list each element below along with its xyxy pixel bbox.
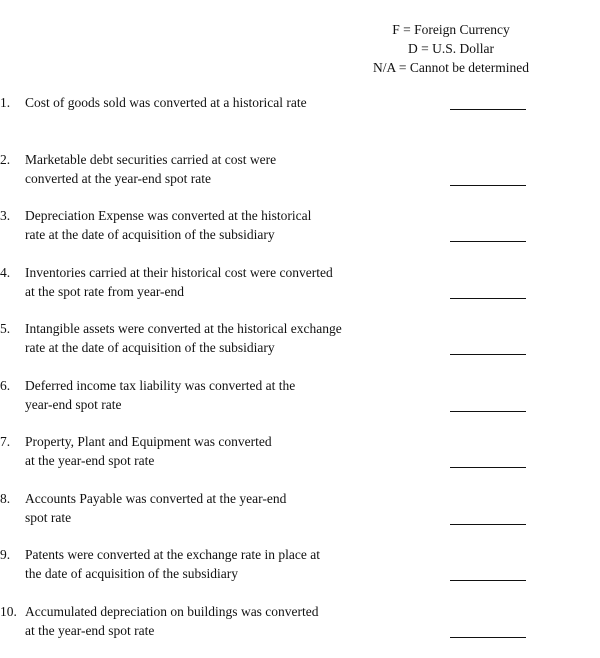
answer-blank[interactable] xyxy=(450,241,526,242)
question-text xyxy=(25,319,395,357)
question-number: 1. xyxy=(0,93,10,112)
question-number: 8. xyxy=(0,489,10,508)
question-text xyxy=(25,150,395,188)
question-line: Inventories carried at their historical cost were converted xyxy=(25,263,395,282)
question-number: 4. xyxy=(0,263,10,282)
question-line: at the year-end spot rate xyxy=(25,451,395,470)
question-number: 2. xyxy=(0,150,10,169)
currency-legend xyxy=(340,20,562,77)
question-number: 7. xyxy=(0,432,10,451)
question-number: 9. xyxy=(0,545,10,564)
question-line: rate at the date of acquisition of the subsidiary xyxy=(25,338,395,357)
answer-blank[interactable] xyxy=(450,411,526,412)
answer-blank[interactable] xyxy=(450,185,526,186)
question-line: converted at the year-end spot rate xyxy=(25,169,395,188)
question-line: Depreciation Expense was converted at the historical xyxy=(25,206,395,225)
question-text xyxy=(25,432,395,470)
legend-us-dollar: D = U.S. Dollar xyxy=(340,39,562,58)
question-2 xyxy=(0,150,600,207)
question-line: Accumulated depreciation on buildings was converted xyxy=(25,602,395,621)
question-number: 3. xyxy=(0,206,10,225)
question-text xyxy=(25,489,395,527)
question-line: Deferred income tax liability was converted at the xyxy=(25,376,395,395)
question-number: 5. xyxy=(0,319,10,338)
legend-foreign-currency: F = Foreign Currency xyxy=(340,20,562,39)
question-4 xyxy=(0,263,600,320)
question-line: spot rate xyxy=(25,508,395,527)
question-8 xyxy=(0,489,600,546)
question-line: at the year-end spot rate xyxy=(25,621,395,640)
question-text xyxy=(25,376,395,414)
question-1 xyxy=(0,93,600,150)
question-line: Intangible assets were converted at the historical exchange xyxy=(25,319,395,338)
answer-blank[interactable] xyxy=(450,580,526,581)
answer-blank[interactable] xyxy=(450,467,526,468)
question-line: rate at the date of acquisition of the subsidiary xyxy=(25,225,395,244)
answer-blank[interactable] xyxy=(450,298,526,299)
question-10 xyxy=(0,602,600,658)
question-line: Marketable debt securities carried at cost were xyxy=(25,150,395,169)
question-line: Patents were converted at the exchange rate in place at xyxy=(25,545,395,564)
answer-blank[interactable] xyxy=(450,524,526,525)
question-7 xyxy=(0,432,600,489)
question-6 xyxy=(0,376,600,433)
question-line: Cost of goods sold was converted at a historical rate xyxy=(25,93,395,112)
question-list xyxy=(0,93,600,658)
question-text xyxy=(25,602,395,640)
question-number: 10. xyxy=(0,602,17,621)
answer-blank[interactable] xyxy=(450,354,526,355)
question-text xyxy=(25,206,395,244)
legend-not-determined: N/A = Cannot be determined xyxy=(340,58,562,77)
answer-blank[interactable] xyxy=(450,637,526,638)
question-line: the date of acquisition of the subsidiary xyxy=(25,564,395,583)
question-text xyxy=(25,545,395,583)
question-line: Property, Plant and Equipment was converted xyxy=(25,432,395,451)
question-text xyxy=(25,263,395,301)
question-line: at the spot rate from year-end xyxy=(25,282,395,301)
question-5 xyxy=(0,319,600,376)
question-line: year-end spot rate xyxy=(25,395,395,414)
question-9 xyxy=(0,545,600,602)
question-text xyxy=(25,93,395,112)
question-number: 6. xyxy=(0,376,10,395)
answer-blank[interactable] xyxy=(450,109,526,110)
question-3 xyxy=(0,206,600,263)
question-line: Accounts Payable was converted at the year-end xyxy=(25,489,395,508)
